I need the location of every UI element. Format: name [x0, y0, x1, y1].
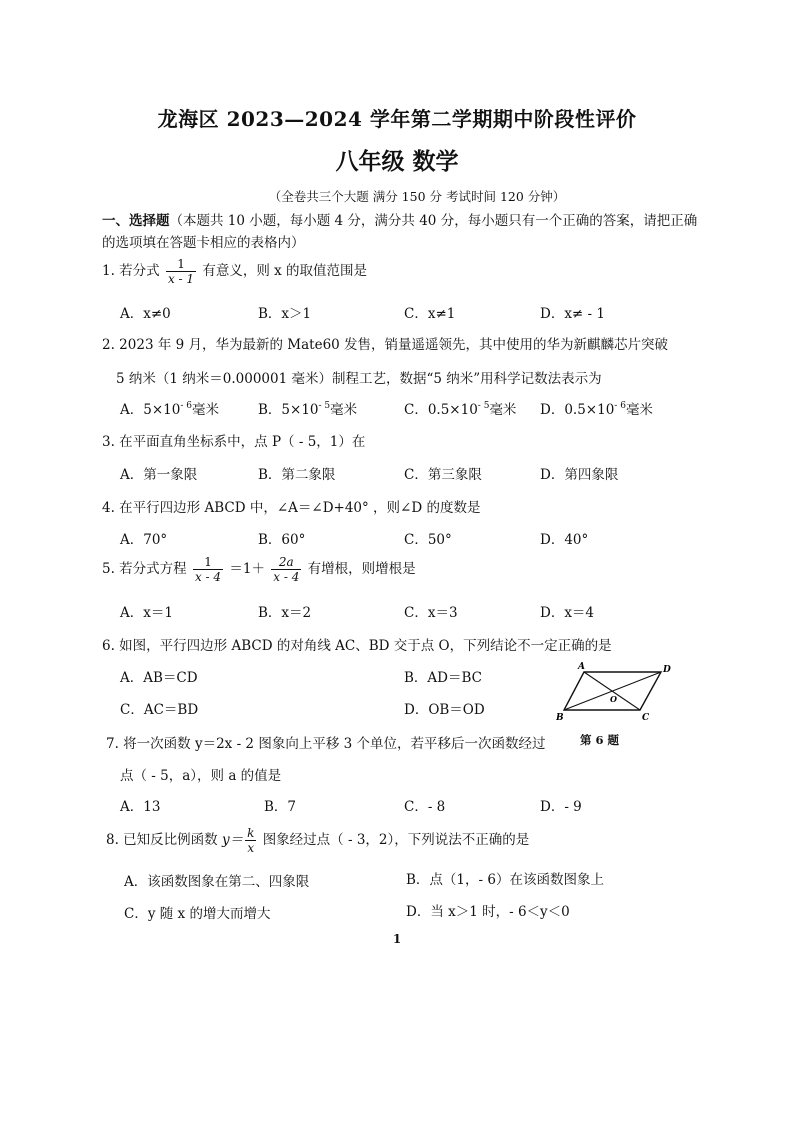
exam-note: （全卷共三个大题 满分 150 分 考试时间 120 分钟） — [268, 189, 566, 204]
question-4: 4. 在平行四边形 ABCD 中，∠A＝∠D+40° ，则∠D 的度数是 — [102, 500, 481, 516]
q2-d-base: D．0.5×10 — [540, 402, 615, 418]
q7-option-b: B．7 — [264, 799, 297, 815]
question-1 — [102, 257, 367, 286]
q3-option-c: C．第三象限 — [404, 467, 482, 483]
q6-option-a: A．AB＝CD — [120, 670, 198, 686]
q5-option-a: A．x＝1 — [120, 605, 173, 621]
q2-b-exp: - 5 — [318, 401, 331, 411]
q2-option-d — [540, 398, 653, 418]
q1-option-c: C．x≠1 — [404, 306, 456, 322]
q5-fraction-2 — [271, 555, 301, 584]
q8-post: 图象经过点（ - 3，2），下列说法不正确的是 — [262, 832, 530, 848]
page-number: 1 — [392, 932, 402, 946]
exam-title: 龙海区 2023—2024 学年第二学期期中阶段性评价 — [157, 107, 637, 131]
q5-f1-denominator: x - 4 — [194, 570, 222, 584]
q1-option-a: A．x≠0 — [120, 306, 171, 322]
q2-c-base: C．0.5×10 — [404, 402, 478, 418]
q2-c-unit: 毫米 — [489, 402, 517, 418]
q2-b-unit: 毫米 — [330, 402, 358, 418]
q2-a-exp: - 6 — [180, 401, 192, 411]
q1-denominator: x - 1 — [167, 272, 195, 286]
q8-option-c: C．y 随 x 的增大而增大 — [124, 906, 271, 922]
question-3: 3. 在平面直角坐标系中，点 P（ - 5，1）在 — [102, 434, 366, 450]
q5-mid: ＝1＋ — [229, 561, 265, 577]
figure-caption: 第 6 题 — [580, 733, 620, 747]
q8-option-a: A．该函数图象在第二、四象限 — [124, 874, 310, 890]
q5-f2-denominator: x - 4 — [273, 570, 300, 584]
figure-label-d: D — [663, 665, 671, 675]
parallelogram-figure — [556, 660, 676, 722]
section-instructions: （本题共 10 小题，每小题 4 分，满分共 40 分，每小题只有一个正确的答案，请把正确的选项填在答题卡相应的表格内） — [102, 213, 698, 251]
question-2-line-1: 2. 2023 年 9 月，华为最新的 Mate60 发售，销量遥遥领先，其中使用的华为新麒麟芯片突破 — [102, 337, 669, 353]
q1-fraction — [166, 257, 196, 286]
q4-option-b: B．60° — [258, 532, 306, 548]
q2-a-base: A．5×10 — [120, 402, 181, 418]
question-7-line-2: 点（ - 5，a），则 a 的值是 — [120, 768, 282, 784]
q8-numerator: k — [247, 826, 255, 840]
figure-label-c: C — [642, 713, 650, 722]
q1-option-d: D．x≠ - 1 — [540, 306, 605, 322]
q5-option-b: B．x＝2 — [258, 605, 312, 621]
q5-option-d: D．x＝4 — [540, 605, 595, 621]
q4-option-a: A．70° — [120, 532, 168, 548]
q5-option-c: C．x＝3 — [404, 605, 458, 621]
q5-f1-numerator: 1 — [193, 555, 223, 570]
q8-y: y＝ — [221, 832, 244, 848]
q1-numerator: 1 — [166, 257, 196, 272]
figure-label-b: B — [556, 713, 564, 722]
section-heading — [102, 210, 702, 254]
q4-option-c: C．50° — [404, 532, 452, 548]
q2-option-c — [404, 398, 516, 418]
q8-option-d: D．当 x＞1 时，- 6＜y＜0 — [406, 904, 570, 920]
q2-d-exp: - 6 — [614, 401, 626, 411]
q8-denominator: x — [247, 841, 255, 855]
q7-option-a: A．13 — [120, 799, 161, 815]
figure-label-a: A — [578, 662, 585, 672]
q1-post: 有意义，则 x 的取值范围是 — [202, 263, 368, 279]
q3-option-b: B．第二象限 — [258, 467, 336, 483]
q1-option-b: B．x＞1 — [258, 306, 312, 322]
question-6: 6. 如图，平行四边形 ABCD 的对角线 AC、BD 交于点 O，下列结论不一定正确的是 — [102, 638, 612, 654]
q4-option-d: D．40° — [540, 532, 589, 548]
q6-option-c: C．AC＝BD — [120, 702, 199, 718]
question-2-line-2: 5 纳米（1 纳米＝0.000001 毫米）制程工艺，数据“5 纳米”用科学记数法表示为 — [116, 371, 602, 387]
question-7-line-1: 7. 将一次函数 y＝2x - 2 图象向上平移 3 个单位，若平移后一次函数经过 — [106, 736, 546, 752]
q5-f2-numerator: 2a — [271, 555, 301, 570]
q3-option-d: D．第四象限 — [540, 467, 619, 483]
exam-subtitle: 八年级 数学 — [335, 148, 459, 175]
section-title: 一、选择题 — [102, 213, 170, 229]
q8-fraction — [245, 826, 256, 855]
q6-option-b: B．AD＝BC — [404, 670, 482, 686]
q8-option-b: B．点（1，- 6）在该函数图象上 — [406, 872, 604, 888]
question-5 — [102, 555, 416, 584]
q6-option-d: D．OB＝OD — [404, 702, 485, 718]
q1-pre: 1. 若分式 — [102, 263, 160, 279]
q3-option-a: A．第一象限 — [120, 467, 198, 483]
q7-option-c: C．- 8 — [404, 799, 446, 815]
q2-b-base: B．5×10 — [258, 402, 319, 418]
q2-d-unit: 毫米 — [625, 402, 653, 418]
q5-fraction-1 — [193, 555, 223, 584]
q2-option-a — [120, 398, 219, 418]
q2-option-b — [258, 398, 357, 418]
question-8 — [106, 826, 529, 855]
q8-pre: 8. 已知反比例函数 — [106, 832, 218, 848]
figure-label-o: O — [610, 694, 617, 704]
q2-a-unit: 毫米 — [191, 402, 219, 418]
q5-pre: 5. 若分式方程 — [102, 561, 187, 577]
q2-c-exp: - 5 — [477, 401, 490, 411]
diagonal-bd — [564, 672, 661, 710]
q5-post: 有增根，则增根是 — [307, 561, 416, 577]
q7-option-d: D．- 9 — [540, 799, 582, 815]
